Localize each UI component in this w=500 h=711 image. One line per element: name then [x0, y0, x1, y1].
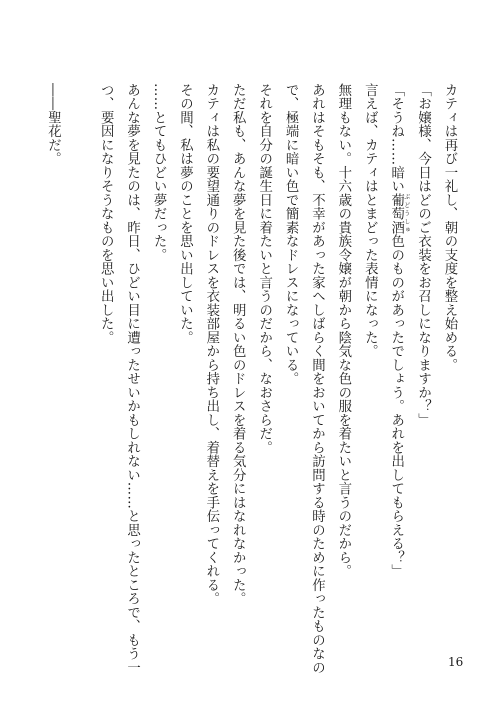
- text-line: 無理もない。十六歳の貴族令嬢が朝から陰気な色の服を着たいと言うのだから。: [335, 83, 351, 578]
- text-line: ただ私も、あんな夢を見た後では、明るい色のドレスを着る気分にはなれなかった。: [230, 83, 246, 606]
- text-line: あれはそもそも、不幸があった家へしばらく間をおいてから訪問する時のために作ったものなの: [309, 83, 325, 675]
- text-line: あんな夢を見たのは、昨日、ひどい目に遭ったせいかもしれない……と思ったところで、もう一: [124, 83, 140, 675]
- text-line: 言えば、カティはとまどった表情になった。: [362, 83, 378, 358]
- ruby-annotation: 葡萄酒 ぶどうしゅ: [388, 192, 410, 235]
- text-line: ……とてもひどい夢だった。: [151, 83, 167, 262]
- text-line: カティは私の要望通りのドレスを衣装部屋から持ち出し、着替えを手伝ってくれる。: [203, 83, 219, 606]
- text-line: カティは再び一礼し、朝の支度を整え始める。: [442, 83, 457, 372]
- blank-line: [65, 83, 91, 643]
- text-line: で、極端に暗い色で簡素なドレスになっている。: [283, 83, 299, 386]
- text-line: その間、私は夢のことを思い出していた。: [177, 83, 193, 345]
- text-line: 「そうね……暗い葡萄酒 ぶどうしゅ色のものがあったでしょう。あれを出してもらえる？」: [388, 83, 410, 578]
- page-number: 16: [448, 655, 464, 669]
- text-line: 「お嬢様、今日はどのご衣装をお召しになりますか？」: [415, 83, 431, 427]
- text-line: つ、要因になりそうなものを思い出した。: [98, 83, 114, 345]
- text-line: それを自分の誕生日に着たいと言うのだから、なおさらだ。: [256, 83, 272, 455]
- text-line: ――聖花だ。: [45, 83, 61, 166]
